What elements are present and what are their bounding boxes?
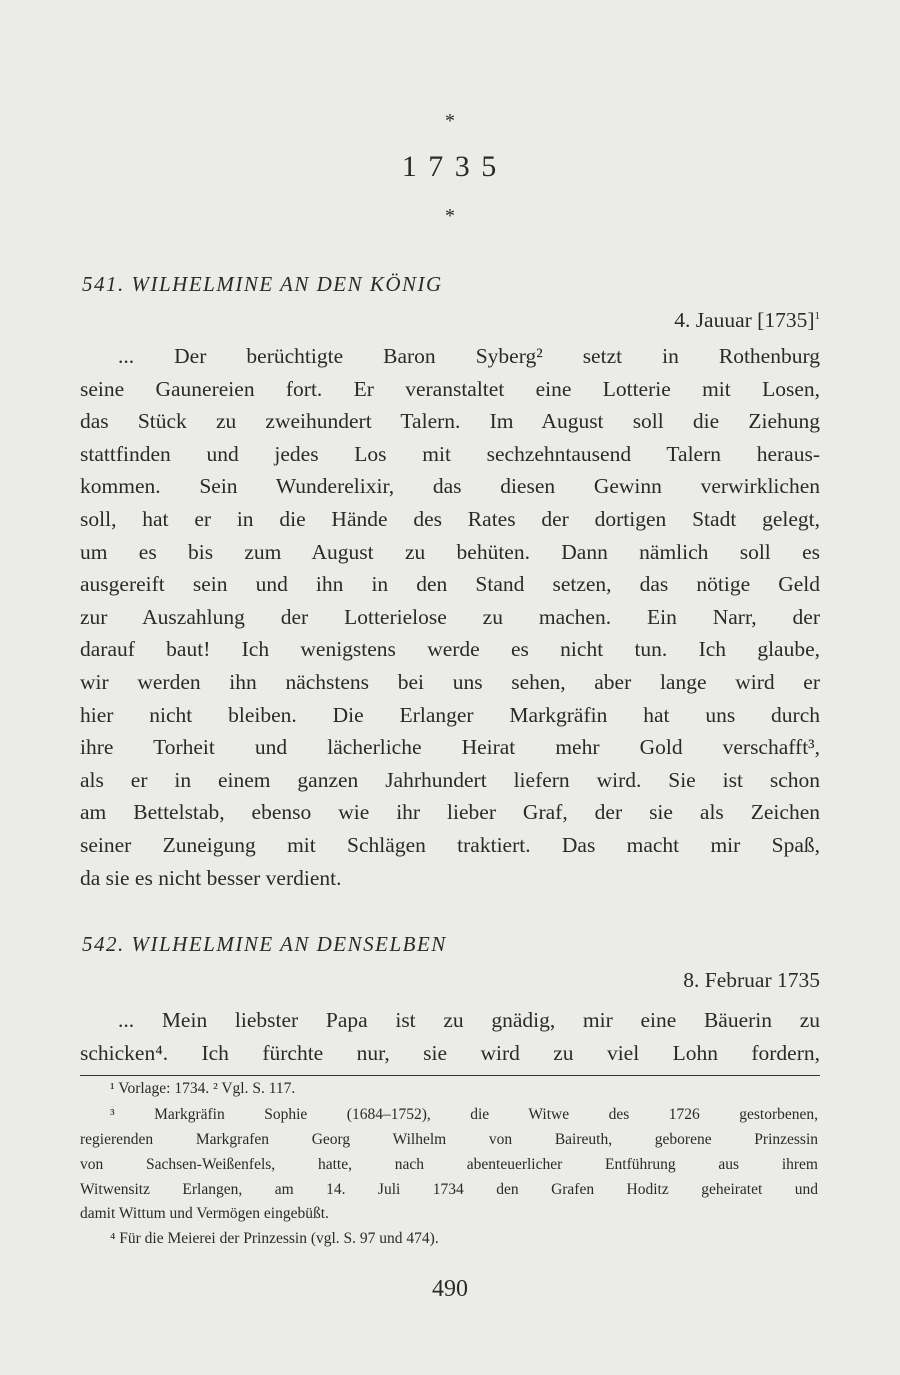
footnote-line: ¹ Vorlage: 1734. ² Vgl. S. 117.: [110, 1080, 296, 1097]
text-line: seine Gaunereien fort. Er veranstaltet eine Lotterie mit Losen,: [80, 376, 820, 401]
letter-date-541: 4. Jauuar $[1735]^1$: [674, 308, 820, 332]
letter-heading-541: 541. WILHELMINE AN DEN KÖNIG: [82, 272, 443, 296]
text-line: seiner Zuneigung mit Schlägen traktiert. Das macht mir Spaß,: [80, 833, 820, 857]
footnote-line: damit Wittum und Vermögen eingebüßt.: [80, 1205, 329, 1222]
ornament-star-top: *: [445, 110, 455, 132]
footnote-line: ⁴ Für die Meierei der Prinzessin (vgl. S. 97 und 474).: [110, 1230, 439, 1247]
text-line: hier nicht bleiben. Die Erlanger Markgräfin hat uns durch: [80, 702, 820, 727]
text-line: zur Auszahlung der Lotterielose zu machen. Ein Narr, der: [80, 604, 820, 629]
year-heading: 1 7 3 5: [401, 150, 499, 183]
text-line: ... Mein liebster Papa ist zu gnädig, mir eine Bäuerin zu: [118, 1008, 820, 1032]
ornament-star-bottom: *: [445, 205, 455, 227]
footnote-line: von Sachsen-Weißenfels, hatte, nach abenteuerlicher Entführung aus ihrem: [80, 1156, 818, 1173]
text-line: als er in einem ganzen Jahrhundert liefern wird. Sie ist schon: [80, 767, 820, 792]
text-line: ausgereift sein und ihn in den Stand setzen, das nötige Geld: [80, 572, 820, 597]
text-line: soll, hat er in die Hände des Rates der dortigen Stadt gelegt,: [80, 507, 820, 531]
text-line: da sie es nicht besser verdient.: [80, 865, 342, 890]
text-line: stattfinden und jedes Los mit sechzehntausend Talern heraus-: [80, 441, 820, 466]
text-line: das Stück zu zweihundert Talern. Im August soll die Ziehung: [80, 409, 820, 434]
text-line: wir werden ihn nächstens bei uns sehen, aber lange wird er: [80, 670, 820, 694]
text-line: um es bis zum August zu behüten. Dann nämlich soll es: [80, 539, 820, 564]
footnote-divider: [80, 1075, 820, 1076]
footnote-line: Witwensitz Erlangen, am 14. Juli 1734 den Grafen Hoditz geheiratet und: [80, 1181, 818, 1198]
page-number: 490: [432, 1276, 468, 1302]
text-line: darauf baut! Ich wenigstens werde es nicht tun. Ich glaube,: [80, 637, 820, 662]
footnote-line: ³ Markgräfin Sophie (1684–1752), die Witwe des 1726 gestorbenen,: [110, 1106, 818, 1123]
footnote-line: regierenden Markgrafen Georg Wilhelm von Baireuth, geborene Prinzessin: [80, 1131, 818, 1148]
letter-heading-542: 542. WILHELMINE AN DENSELBEN: [82, 932, 447, 956]
text-line: schicken⁴. Ich fürchte nur, sie wird zu viel Lohn fordern,: [80, 1040, 820, 1065]
text-line: ... Der berüchtigte Baron Syberg² setzt in Rothenburg: [118, 344, 820, 368]
letter-date-542: 8. Februar 1735: [683, 968, 820, 992]
text-line: am Bettelstab, ebenso wie ihr lieber Graf, der sie als Zeichen: [80, 800, 820, 825]
text-line: ihre Torheit und lächerliche Heirat mehr Gold verschafft³,: [80, 735, 820, 760]
text-line: kommen. Sein Wunderelixir, das diesen Gewinn verwirklichen: [80, 474, 820, 499]
